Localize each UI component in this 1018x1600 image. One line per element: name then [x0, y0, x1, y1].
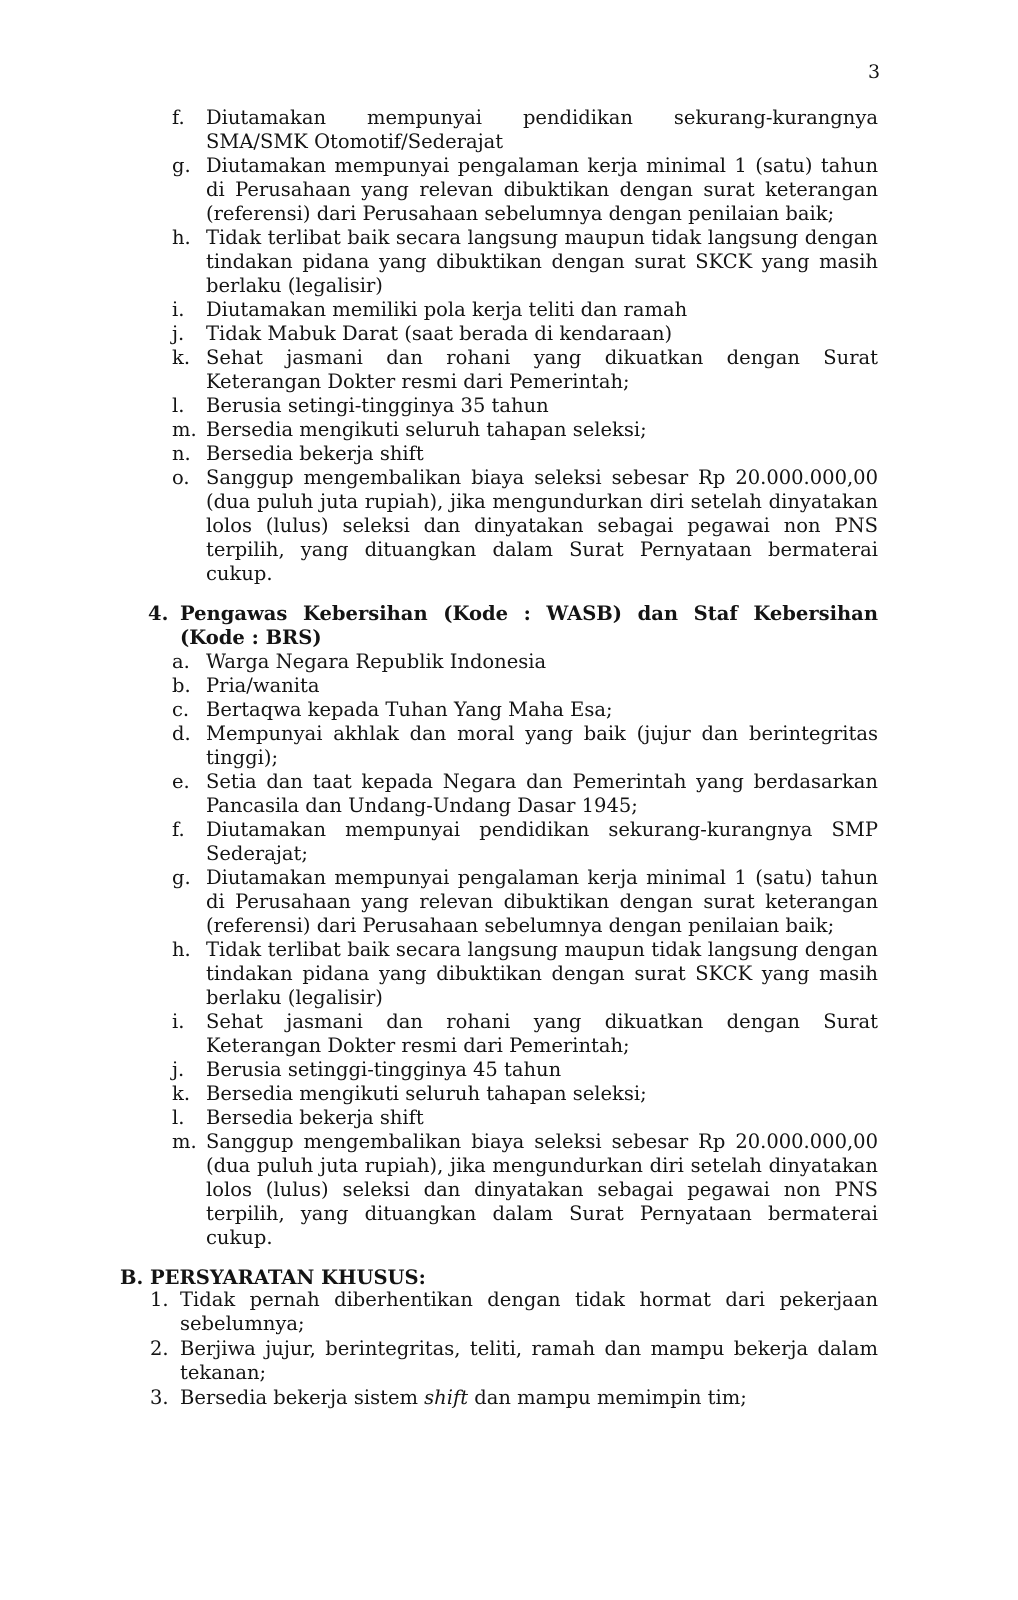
- list-item-text: Setia dan taat kepada Negara dan Pemerintah yang berdasarkan Pancasila dan Undang-Undang Dasar 1945;: [206, 770, 878, 817]
- page-number: 3: [868, 61, 881, 83]
- list-marker: k.: [172, 346, 191, 369]
- list-item: [172, 1058, 878, 1082]
- list-marker: g.: [172, 154, 191, 177]
- list-item: [172, 722, 878, 770]
- list-item: [172, 322, 878, 346]
- list-item-text: Sehat jasmani dan rohani yang dikuatkan dengan Surat Keterangan Dokter resmi dari Pemerintah;: [206, 346, 878, 393]
- list-marker: 3.: [150, 1386, 169, 1409]
- list-item-text: Sanggup mengembalikan biaya seleksi sebesar Rp 20.000.000,00 (dua puluh juta rupiah), jika mengundurkan diri setelah dinyatakan lolos (lulus) seleksi dan dinyatakan sebagai pegawai non PNS terpilih, yang dituangkan dalam Surat Pernyataan bermaterai cukup.: [206, 1130, 878, 1249]
- list-item: [172, 1106, 878, 1130]
- list-item-text: Tidak terlibat baik secara langsung maupun tidak langsung dengan tindakan pidana yang dibuktikan dengan surat SKCK yang masih berlaku (legalisir): [206, 226, 878, 297]
- list-marker: a.: [172, 650, 190, 673]
- list-item: [172, 394, 878, 418]
- list-marker: l.: [172, 1106, 185, 1129]
- list-marker: n.: [172, 442, 191, 465]
- list-item-text: Mempunyai akhlak dan moral yang baik (jujur dan berintegritas tinggi);: [206, 722, 878, 769]
- list-item-text-before: Bersedia bekerja sistem: [180, 1386, 425, 1409]
- list-marker: c.: [172, 698, 190, 721]
- list-marker: l.: [172, 394, 185, 417]
- list-item-text: Berusia setinggi-tingginya 45 tahun: [206, 1058, 562, 1081]
- list-marker: k.: [172, 1082, 191, 1105]
- list-item: [172, 1082, 878, 1106]
- section-number: 4.: [148, 602, 169, 625]
- list-item-text: Sanggup mengembalikan biaya seleksi sebesar Rp 20.000.000,00 (dua puluh juta rupiah), jika mengundurkan diri setelah dinyatakan lolos (lulus) seleksi dan dinyatakan sebagai pegawai non PNS terpilih, yang dituangkan dalam Surat Pernyataan bermaterai cukup.: [206, 466, 878, 585]
- list-marker: g.: [172, 866, 191, 889]
- section-4-heading: [148, 602, 878, 650]
- section-4-list: [172, 650, 878, 1250]
- list-item-text: Berusia setingi-tingginya 35 tahun: [206, 394, 549, 417]
- list-item-text: Diutamakan memiliki pola kerja teliti dan ramah: [206, 298, 688, 321]
- list-marker: f.: [172, 818, 185, 841]
- list-item-text: Bersedia mengikuti seluruh tahapan seleksi;: [206, 418, 647, 441]
- list-marker: j.: [172, 322, 185, 345]
- list-item: [150, 1386, 878, 1410]
- list-item-text: Bertaqwa kepada Tuhan Yang Maha Esa;: [206, 698, 613, 721]
- list-item-text: Diutamakan mempunyai pendidikan sekurang-kurangnya SMP Sederajat;: [206, 818, 878, 865]
- list-item: [172, 674, 878, 698]
- list-marker: d.: [172, 722, 191, 745]
- list-marker: b.: [172, 674, 191, 697]
- list-marker: e.: [172, 770, 190, 793]
- list-item-text: Bersedia bekerja shift: [206, 442, 424, 465]
- section-title: PERSYARATAN KHUSUS:: [150, 1266, 426, 1289]
- list-item-text-italic: shift: [424, 1386, 469, 1409]
- list-marker: h.: [172, 938, 191, 961]
- list-item: [172, 818, 878, 866]
- list-item: [172, 298, 878, 322]
- list-item: [172, 466, 878, 586]
- list-item-text: Berjiwa jujur, berintegritas, teliti, ramah dan mampu bekerja dalam tekanan;: [180, 1337, 878, 1384]
- list-item: [150, 1337, 878, 1385]
- list-item-text: Diutamakan mempunyai pendidikan sekurang-kurangnya SMA/SMK Otomotif/Sederajat: [206, 106, 878, 153]
- list-item-text: Bersedia bekerja shift: [206, 1106, 424, 1129]
- list-item: [172, 1010, 878, 1058]
- list-item: [172, 154, 878, 226]
- list-marker: 1.: [150, 1288, 169, 1311]
- list-item-text: Pria/wanita: [206, 674, 320, 697]
- list-item: [172, 442, 878, 466]
- list-item: [172, 226, 878, 298]
- list-item: [150, 1288, 878, 1336]
- list-item-text: Warga Negara Republik Indonesia: [206, 650, 547, 673]
- list-marker: m.: [172, 418, 197, 441]
- section-number: B.: [120, 1266, 144, 1289]
- list-marker: f.: [172, 106, 185, 129]
- list-item: [172, 106, 878, 154]
- list-marker: h.: [172, 226, 191, 249]
- list-marker: o.: [172, 466, 190, 489]
- list-item-text: Tidak pernah diberhentikan dengan tidak hormat dari pekerjaan sebelumnya;: [180, 1288, 878, 1335]
- list-item: [172, 346, 878, 394]
- list-marker: i.: [172, 298, 185, 321]
- list-item: [172, 770, 878, 818]
- list-item-text-after: dan mampu memimpin tim;: [468, 1386, 747, 1409]
- section-title: Pengawas Kebersihan (Kode : WASB) dan Staf Kebersihan (Kode : BRS): [180, 602, 878, 649]
- list-item: [172, 1130, 878, 1250]
- list-item: [172, 650, 878, 674]
- list-marker: m.: [172, 1130, 197, 1153]
- requirements-list-continued: [172, 106, 878, 586]
- list-marker: 2.: [150, 1337, 169, 1360]
- list-item-text: Diutamakan mempunyai pengalaman kerja minimal 1 (satu) tahun di Perusahaan yang relevan dibuktikan dengan surat keterangan (referensi) dari Perusahaan sebelumnya dengan penilaian baik;: [206, 866, 878, 937]
- list-item-text: Tidak terlibat baik secara langsung maupun tidak langsung dengan tindakan pidana yang dibuktikan dengan surat SKCK yang masih berlaku (legalisir): [206, 938, 878, 1009]
- list-item: [172, 418, 878, 442]
- list-item-text: Tidak Mabuk Darat (saat berada di kendaraan): [206, 322, 673, 345]
- list-item-text: Bersedia mengikuti seluruh tahapan seleksi;: [206, 1082, 647, 1105]
- list-marker: j.: [172, 1058, 185, 1081]
- list-item-text: Diutamakan mempunyai pengalaman kerja minimal 1 (satu) tahun di Perusahaan yang relevan dibuktikan dengan surat keterangan (referensi) dari Perusahaan sebelumnya dengan penilaian baik;: [206, 154, 878, 225]
- list-item: [172, 698, 878, 722]
- list-item-text: Sehat jasmani dan rohani yang dikuatkan dengan Surat Keterangan Dokter resmi dari Pemerintah;: [206, 1010, 878, 1057]
- special-requirements-list: [150, 1288, 878, 1411]
- list-item: [172, 938, 878, 1010]
- list-marker: i.: [172, 1010, 185, 1033]
- section-b-heading: [120, 1266, 426, 1290]
- list-item: [172, 866, 878, 938]
